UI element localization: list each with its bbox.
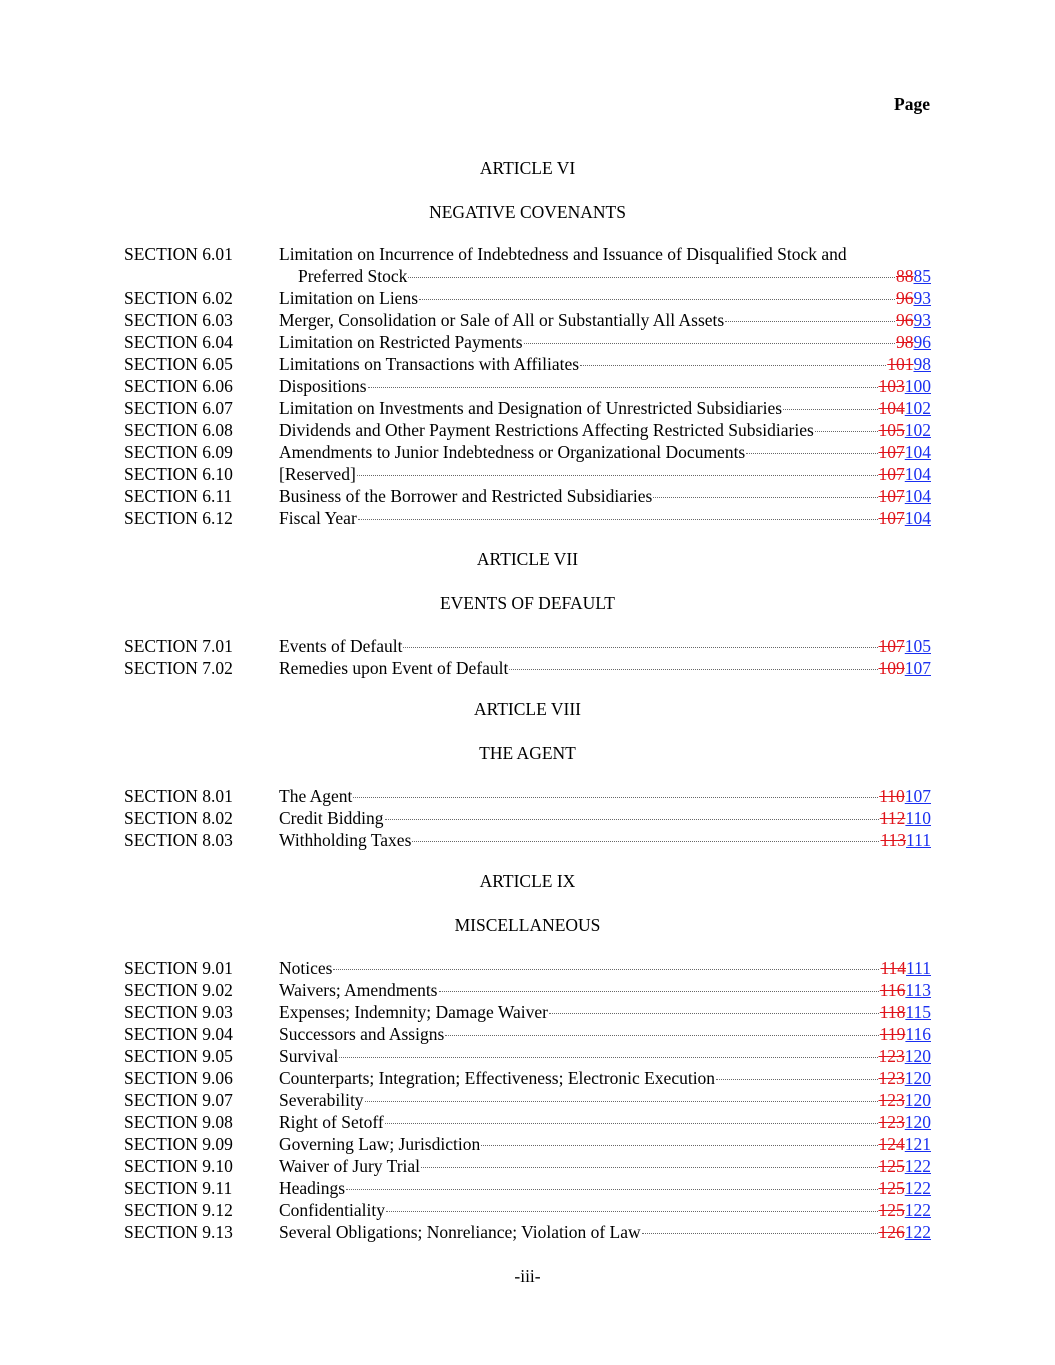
toc-entry[interactable] [124,635,931,657]
section-title: Dispositions [279,376,367,396]
toc-entry[interactable] [124,287,931,309]
toc-entry[interactable] [124,1089,931,1111]
old-page-number: 96 [896,288,914,308]
section-number: SECTION 8.03 [124,830,233,850]
section-number: SECTION 9.05 [124,1046,233,1066]
new-page-link[interactable]: 104 [904,486,931,506]
dot-leader [412,841,879,842]
section-title: Expenses; Indemnity; Damage Waiver [279,1002,548,1022]
dot-leader [549,1013,879,1014]
section-title: Several Obligations; Nonreliance; Violation of Law [279,1222,641,1242]
dot-leader [357,475,878,476]
toc-entry[interactable] [124,1023,931,1045]
section-title: Headings [279,1178,346,1198]
section-title: Notices [279,958,333,978]
toc-entry[interactable] [124,243,931,287]
section-title: Events of Default [279,636,403,656]
old-page-number: 101 [887,354,914,374]
dot-leader [716,1079,877,1080]
new-page-link[interactable]: 116 [905,1024,931,1044]
old-page-number: 123 [878,1068,905,1088]
section-number: SECTION 7.01 [124,636,233,656]
section-number: SECTION 6.07 [124,398,233,418]
section-number: SECTION 9.07 [124,1090,233,1110]
new-page-link[interactable]: 115 [905,1002,931,1022]
toc-entry[interactable] [124,419,931,441]
new-page-link[interactable]: 107 [904,658,931,678]
dot-leader [419,299,895,300]
dot-leader [815,431,878,432]
section-number: SECTION 6.02 [124,288,233,308]
section-number: SECTION 9.10 [124,1156,233,1176]
section-number: SECTION 6.05 [124,354,233,374]
dot-leader [524,343,895,344]
toc-entry[interactable] [124,485,931,507]
old-page-number: 116 [879,980,906,1000]
section-title: Limitation on Investments and Designation of Unrestricted Subsidiaries [279,398,783,418]
article-heading: ARTICLE VIII [473,699,581,719]
section-title-line1: Limitation on Incurrence of Indebtedness and Issuance of Disqualified Stock and [279,244,847,264]
section-number: SECTION 8.01 [124,786,233,806]
toc-entry[interactable] [124,1001,931,1023]
section-title: The Agent [279,786,353,806]
section-title: Withholding Taxes [279,830,412,850]
old-page-number: 123 [878,1046,905,1066]
toc-entry[interactable] [124,979,931,1001]
article-title: MISCELLANEOUS [454,915,601,935]
toc-entry[interactable] [124,1199,931,1221]
new-page-link[interactable]: 120 [904,1112,931,1132]
new-page-link[interactable]: 120 [904,1068,931,1088]
new-page-link[interactable]: 110 [905,808,931,828]
old-page-number: 114 [880,958,907,978]
page-number-footer: -iii- [514,1266,541,1286]
section-title: Limitation on Restricted Payments [279,332,523,352]
section-title: Remedies upon Event of Default [279,658,509,678]
dot-leader [746,453,877,454]
section-number: SECTION 9.03 [124,1002,233,1022]
new-page-link[interactable]: 122 [904,1222,931,1242]
section-title: Confidentiality [279,1200,385,1220]
toc-entry[interactable] [124,1111,931,1133]
dot-leader [368,387,878,388]
dot-leader [353,797,878,798]
dot-leader [385,819,879,820]
new-page-link[interactable]: 121 [904,1134,931,1154]
section-number: SECTION 9.11 [124,1178,233,1198]
section-number: SECTION 9.08 [124,1112,233,1132]
section-title: Waiver of Jury Trial [279,1156,421,1176]
new-page-link[interactable]: 104 [904,464,931,484]
section-number: SECTION 6.09 [124,442,233,462]
section-number: SECTION 6.03 [124,310,233,330]
dot-leader [509,669,877,670]
toc-entry[interactable] [124,463,931,485]
section-title: Limitations on Transactions with Affiliates [279,354,580,374]
toc-entry[interactable] [124,829,931,851]
section-number: SECTION 9.12 [124,1200,233,1220]
old-page-number: 107 [878,636,905,656]
toc-entry[interactable] [124,1045,931,1067]
section-number: SECTION 6.06 [124,376,233,396]
old-page-number: 88 [896,266,914,286]
new-page-link[interactable]: 113 [905,980,931,1000]
section-title: Business of the Borrower and Restricted Subsidiaries [279,486,653,506]
new-page-link[interactable]: 93 [913,288,931,308]
dot-leader [445,1035,879,1036]
section-title: Fiscal Year [279,508,357,528]
old-page-number: 107 [878,464,905,484]
section-number: SECTION 9.04 [124,1024,233,1044]
new-page-link[interactable]: 104 [904,442,931,462]
old-page-number: 123 [878,1112,905,1132]
dot-leader [421,1167,877,1168]
new-page-link[interactable]: 105 [904,636,931,656]
section-title: Preferred Stock [298,266,408,286]
section-title: Severability [279,1090,364,1110]
dot-leader [346,1189,877,1190]
toc-entry[interactable] [124,657,931,679]
old-page-number: 119 [879,1024,906,1044]
section-number: SECTION 7.02 [124,658,233,678]
new-page-link[interactable]: 102 [904,398,931,418]
dot-leader [385,1123,878,1124]
new-page-link[interactable]: 100 [904,376,931,396]
section-number: SECTION 9.06 [124,1068,233,1088]
dot-leader [408,277,895,278]
dot-leader [642,1233,878,1234]
old-page-number: 96 [896,310,914,330]
old-page-number: 112 [879,808,906,828]
article-heading: ARTICLE VII [476,549,579,569]
new-page-link[interactable]: 107 [904,786,931,806]
old-page-number: 126 [878,1222,905,1242]
dot-leader [439,991,879,992]
section-number: SECTION 9.13 [124,1222,233,1242]
page-column-label: Page [894,94,930,114]
section-title: Merger, Consolidation or Sale of All or Substantially All Assets [279,310,725,330]
toc-entry[interactable] [124,507,931,529]
toc-entry[interactable] [124,309,931,331]
section-number: SECTION 9.09 [124,1134,233,1154]
new-page-link[interactable]: 122 [904,1200,931,1220]
old-page-number: 107 [878,486,905,506]
old-page-number: 125 [878,1178,905,1198]
section-title: Amendments to Junior Indebtedness or Organizational Documents [279,442,746,462]
dot-leader [783,409,877,410]
toc-entry[interactable] [124,1155,931,1177]
dot-leader [358,519,878,520]
old-page-number: 118 [879,1002,906,1022]
toc-entry[interactable] [124,785,931,807]
new-page-link[interactable]: 111 [906,958,931,978]
article-heading: ARTICLE VI [479,158,576,178]
toc-entry[interactable] [124,1133,931,1155]
dot-leader [580,365,886,366]
old-page-number: 103 [878,376,905,396]
section-title: Waivers; Amendments [279,980,438,1000]
section-title: Right of Setoff [279,1112,384,1132]
toc-entry[interactable] [124,1177,931,1199]
section-number: SECTION 6.12 [124,508,233,528]
section-title: [Reserved] [279,464,356,484]
section-title: Limitation on Liens [279,288,419,308]
section-number: SECTION 6.08 [124,420,233,440]
new-page-link[interactable]: 96 [913,332,931,352]
toc-entry[interactable] [124,1221,931,1243]
section-title: Survival [279,1046,339,1066]
old-page-number: 113 [880,830,907,850]
new-page-link[interactable]: 85 [913,266,931,286]
section-number: SECTION 8.02 [124,808,233,828]
old-page-number: 123 [878,1090,905,1110]
article-heading: ARTICLE IX [479,871,576,891]
old-page-number: 105 [878,420,905,440]
section-number: SECTION 6.10 [124,464,233,484]
new-page-link[interactable]: 98 [913,354,931,374]
section-title: Dividends and Other Payment Restrictions Affecting Restricted Subsidiaries [279,420,814,440]
section-title: Successors and Assigns [279,1024,445,1044]
toc-entry[interactable] [124,957,931,979]
old-page-number: 107 [878,508,905,528]
new-page-link[interactable]: 120 [904,1090,931,1110]
section-number: SECTION 6.04 [124,332,233,352]
dot-leader [653,497,877,498]
new-page-link[interactable]: 111 [906,830,931,850]
new-page-link[interactable]: 102 [904,420,931,440]
section-title: Counterparts; Integration; Effectiveness; Electronic Execution [279,1068,716,1088]
new-page-link[interactable]: 122 [904,1178,931,1198]
dot-leader [333,969,879,970]
dot-leader [403,647,877,648]
article-title: NEGATIVE COVENANTS [429,202,626,222]
toc-entry[interactable] [124,441,931,463]
old-page-number: 124 [878,1134,905,1154]
old-page-number: 107 [878,442,905,462]
old-page-number: 104 [878,398,905,418]
article-title: EVENTS OF DEFAULT [439,593,615,613]
dot-leader [481,1145,877,1146]
section-number: SECTION 9.01 [124,958,233,978]
toc-entry[interactable] [124,397,931,419]
old-page-number: 109 [878,658,905,678]
old-page-number: 110 [879,786,905,806]
section-title: Governing Law; Jurisdiction [279,1134,481,1154]
new-page-link[interactable]: 104 [904,508,931,528]
new-page-link[interactable]: 122 [904,1156,931,1176]
toc-entry[interactable] [124,353,931,375]
section-number: SECTION 6.01 [124,244,233,264]
section-number: SECTION 6.11 [124,486,233,506]
dot-leader [386,1211,878,1212]
toc-entry[interactable] [124,1067,931,1089]
toc-entry[interactable] [124,331,931,353]
old-page-number: 125 [878,1156,905,1176]
dot-leader [339,1057,877,1058]
new-page-link[interactable]: 93 [913,310,931,330]
old-page-number: 98 [896,332,914,352]
dot-leader [365,1101,878,1102]
section-number: SECTION 9.02 [124,980,233,1000]
article-title: THE AGENT [479,743,576,763]
section-title: Credit Bidding [279,808,384,828]
dot-leader [725,321,895,322]
toc-entry[interactable] [124,807,931,829]
new-page-link[interactable]: 120 [904,1046,931,1066]
toc-entry[interactable] [124,375,931,397]
old-page-number: 125 [878,1200,905,1220]
